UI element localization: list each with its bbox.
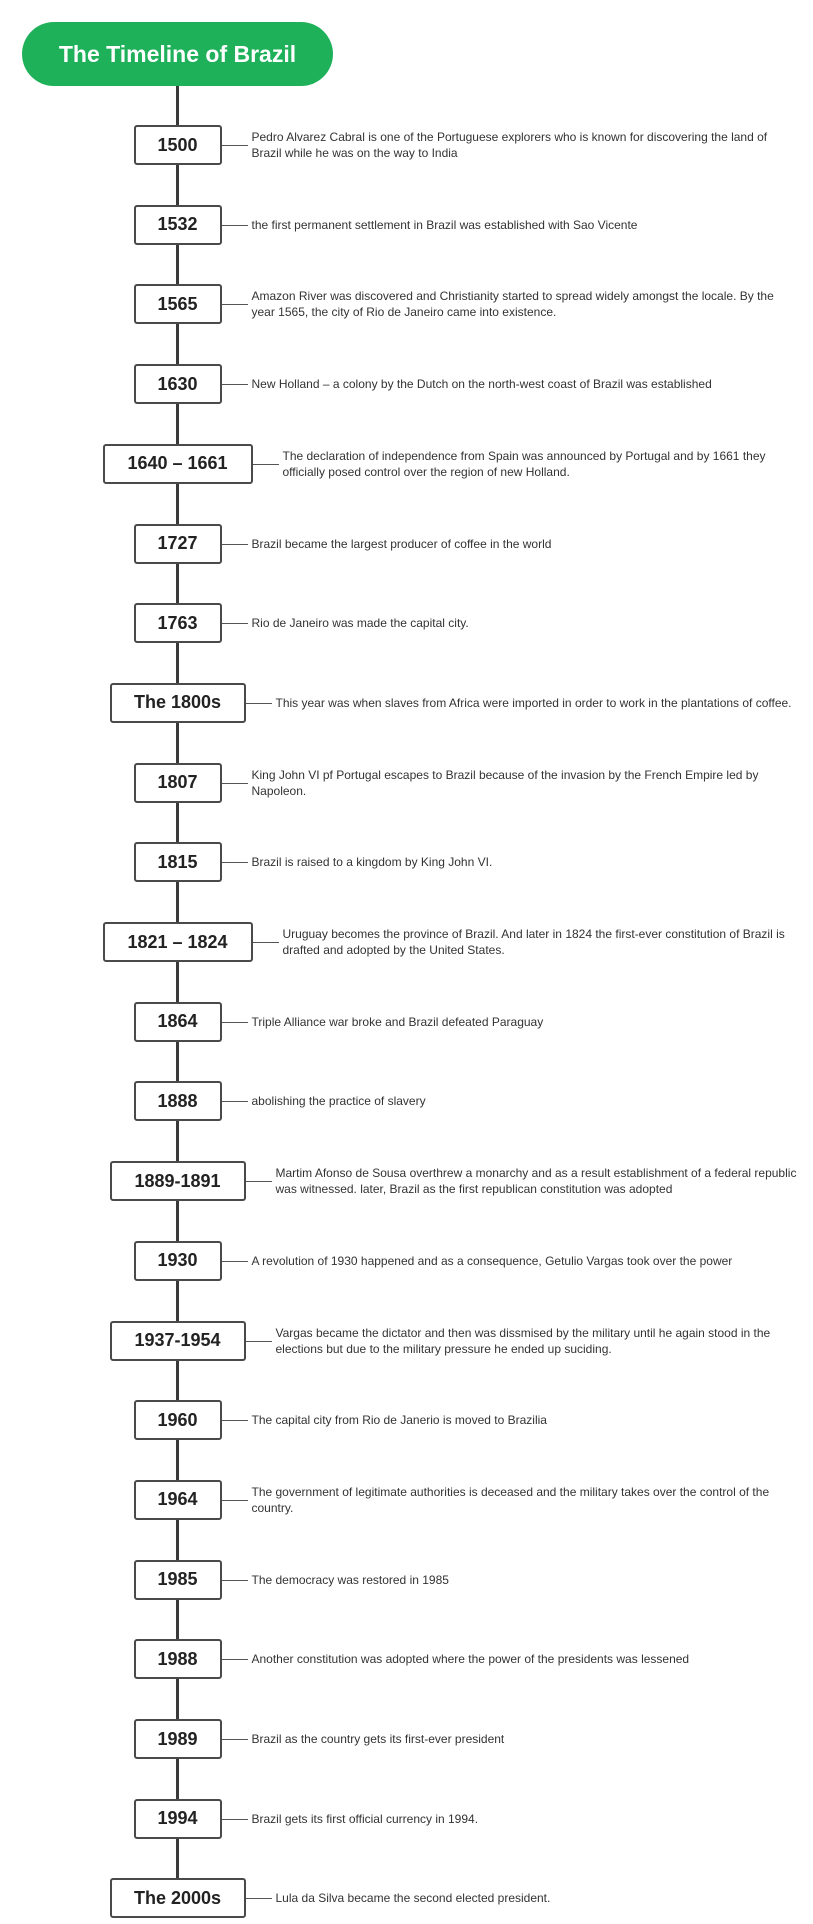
timeline-connector: [222, 1739, 248, 1740]
timeline-connector: [222, 1500, 248, 1501]
timeline-event-text: Another constitution was adopted where the power of the presidents was lessened: [251, 1652, 690, 1667]
timeline-event-text: Rio de Janeiro was made the capital city.: [251, 616, 469, 631]
timeline-event-text: Uruguay becomes the province of Brazil. And later in 1824 the first-ever constitution of Brazil is drafted and adopted by the United States.: [282, 927, 785, 957]
timeline-year-box: 1937-1954: [110, 1321, 246, 1361]
timeline-connector: [222, 1580, 248, 1581]
timeline-event-text: the first permanent settlement in Brazil was established with Sao Vicente: [251, 217, 638, 232]
timeline-year-box: 1989: [134, 1719, 222, 1759]
timeline-connector: [222, 304, 248, 305]
timeline-year-box: The 2000s: [110, 1878, 246, 1918]
timeline-connector: [222, 384, 248, 385]
timeline-event-text: abolishing the practice of slavery: [251, 1094, 426, 1109]
timeline-connector: [253, 942, 279, 943]
timeline-year-box: 1565: [134, 284, 222, 324]
timeline-event-text: Brazil as the country gets its first-ever president: [251, 1732, 505, 1746]
timeline-event-text: Brazil became the largest producer of coffee in the world: [251, 536, 552, 551]
timeline-event-text: The declaration of independence from Spain was announced by Portugal and by 1661 they officially posed control over the region of new Holland.: [282, 448, 766, 479]
timeline-year-box: 1821 – 1824: [103, 922, 253, 962]
timeline-connector: [222, 862, 248, 863]
timeline-connector: [222, 225, 248, 226]
timeline-year-box: 1807: [134, 763, 222, 803]
timeline-event-text: Martim Afonso de Sousa overthrew a monarchy and as a result establishment of a federal republic was witnessed. later, Brazil as the first republican constitution was adopted: [275, 1166, 797, 1197]
timeline-connector: [222, 1022, 248, 1023]
timeline-event-text: The democracy was restored in 1985: [251, 1572, 449, 1587]
timeline-connector: [222, 1819, 248, 1820]
timeline-event-text: King John VI pf Portugal escapes to Brazil because of the invasion by the French Empire led by Napoleon.: [251, 767, 759, 798]
timeline-event-text: Brazil is raised to a kingdom by King John VI.: [251, 855, 493, 870]
timeline-year-box: 1985: [134, 1560, 222, 1600]
timeline-connector: [246, 1181, 272, 1182]
timeline-event-text: The capital city from Rio de Janerio is moved to Brazilia: [251, 1413, 547, 1428]
timeline-connector: [253, 464, 279, 465]
timeline-year-box: 1763: [134, 603, 222, 643]
timeline-event-text: A revolution of 1930 happened and as a consequence, Getulio Vargas took over the power: [251, 1253, 733, 1268]
timeline-year-box: 1815: [134, 842, 222, 882]
timeline-event-text: Pedro Alvarez Cabral is one of the Portuguese explorers who is known for discovering the land of Brazil while he was on the way to India: [251, 130, 768, 160]
timeline-year-box: 1889-1891: [110, 1161, 246, 1201]
timeline-connector: [246, 703, 272, 704]
timeline-spine: [176, 86, 179, 1898]
timeline-year-box: 1727: [134, 524, 222, 564]
timeline-connector: [222, 783, 248, 784]
timeline-event-text: The government of legitimate authorities is deceased and the military takes over the control of the country.: [251, 1484, 770, 1515]
timeline-event-text: Amazon River was discovered and Christianity started to spread widely amongst the locale. By the year 1565, the city of Rio de Janeiro came into existence.: [251, 289, 774, 320]
timeline-connector: [222, 1659, 248, 1660]
timeline-year-box: 1960: [134, 1400, 222, 1440]
timeline-connector: [222, 1420, 248, 1421]
timeline-connector: [222, 623, 248, 624]
timeline-year-box: 1500: [134, 125, 222, 165]
timeline-year-box: 1988: [134, 1639, 222, 1679]
timeline-title: The Timeline of Brazil: [22, 22, 333, 86]
timeline-year-box: The 1800s: [110, 683, 246, 723]
timeline-event-text: Lula da Silva became the second elected president.: [275, 1891, 551, 1906]
timeline-connector: [222, 1261, 248, 1262]
timeline-year-box: 1994: [134, 1799, 222, 1839]
timeline-event-text: Brazil gets its first official currency in 1994.: [251, 1811, 479, 1826]
timeline-year-box: 1532: [134, 205, 222, 245]
timeline-year-box: 1964: [134, 1480, 222, 1520]
timeline-event-text: This year was when slaves from Africa were imported in order to work in the plantations of coffee.: [275, 695, 792, 710]
timeline-year-box: 1640 – 1661: [103, 444, 253, 484]
timeline-event-text: Triple Alliance war broke and Brazil defeated Paraguay: [251, 1014, 544, 1029]
timeline-connector: [246, 1341, 272, 1342]
timeline-year-box: 1930: [134, 1241, 222, 1281]
timeline-event-text: Vargas became the dictator and then was dissmised by the military until he again stood in the elections but due to the military pressure he ended up suciding.: [275, 1325, 771, 1356]
timeline-year-box: 1630: [134, 364, 222, 404]
timeline-year-box: 1864: [134, 1002, 222, 1042]
timeline-event-text: New Holland – a colony by the Dutch on the north-west coast of Brazil was established: [251, 377, 712, 392]
timeline-connector: [222, 145, 248, 146]
timeline-year-box: 1888: [134, 1081, 222, 1121]
timeline-connector: [246, 1898, 272, 1899]
timeline-connector: [222, 544, 248, 545]
timeline-connector: [222, 1101, 248, 1102]
